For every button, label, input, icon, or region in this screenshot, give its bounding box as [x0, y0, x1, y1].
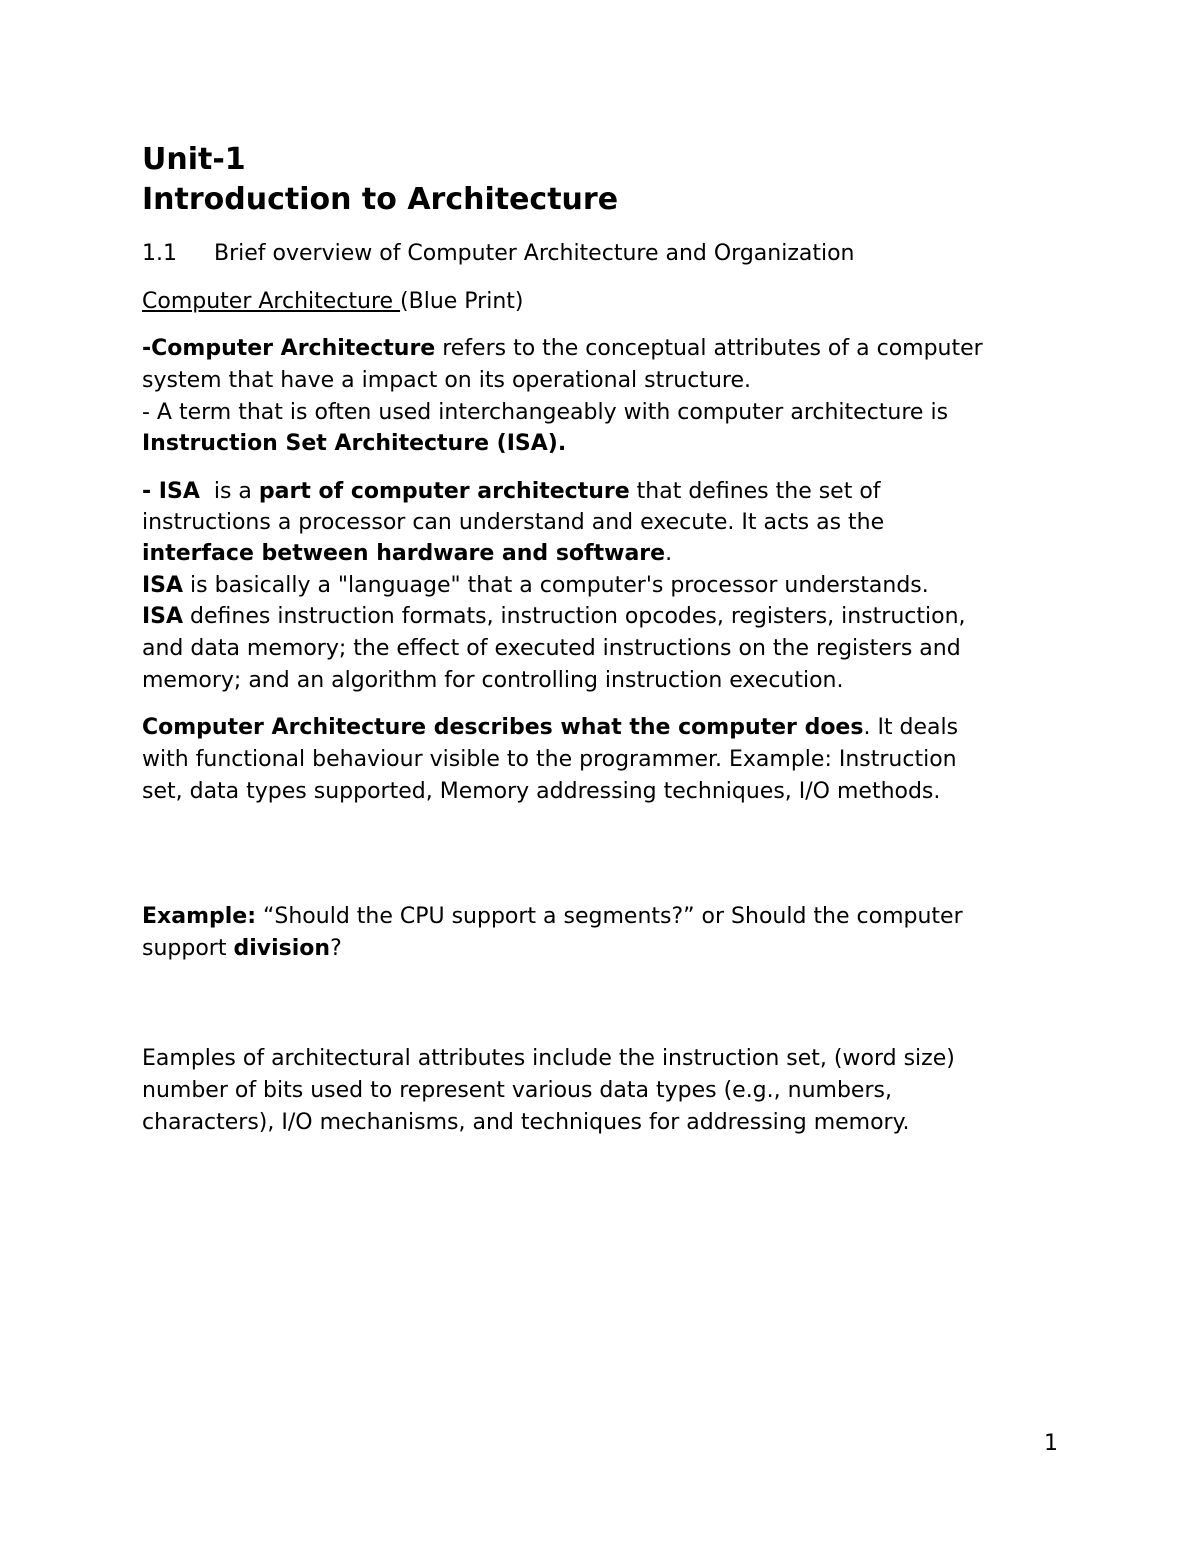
bold-text: Computer Architecture describes what the computer does [142, 715, 864, 740]
bold-text: -Computer Architecture [142, 336, 436, 361]
paragraph-line: - A term that is often used interchangeably with computer architecture is [142, 400, 949, 425]
paragraph-line: system that have a impact on its operational structure. [142, 368, 751, 393]
unit-heading: Unit-1 [142, 142, 246, 177]
bold-text: interface between hardware and software [142, 541, 666, 566]
bold-text: ISA [142, 573, 184, 598]
paragraph-line: and data memory; the effect of executed instructions on the registers and [142, 636, 961, 661]
paragraph-line: memory; and an algorithm for controlling instruction execution. [142, 668, 844, 693]
text: defines instruction formats, instruction opcodes, registers, instruction, [183, 604, 966, 629]
paragraph-line: Eamples of architectural attributes include the instruction set, (word size) [142, 1046, 955, 1071]
paragraph-line: instructions a processor can understand and execute. It acts as the [142, 510, 885, 535]
section-heading [142, 238, 855, 270]
bold-text: - ISA [142, 479, 200, 504]
paragraph-line [142, 901, 963, 933]
paragraph-line [142, 712, 958, 744]
paragraph-line [142, 538, 672, 570]
bold-text: part of computer architecture [258, 479, 630, 504]
text: is basically a "language" that a computer's processor understands. [183, 573, 929, 598]
paragraph-line: with functional behaviour visible to the programmer. Example: Instruction [142, 747, 957, 772]
text: . [665, 541, 673, 566]
paragraph-line: set, data types supported, Memory addressing techniques, I/O methods. [142, 779, 941, 804]
bold-text: ISA [142, 604, 184, 629]
paragraph-line: number of bits used to represent various data types (e.g., numbers, [142, 1078, 892, 1103]
text: . It deals [863, 715, 959, 740]
bold-text: division [233, 936, 331, 961]
text: that defines the set of [629, 479, 881, 504]
text: refers to the conceptual attributes of a computer [435, 336, 983, 361]
text: support [142, 936, 234, 961]
page-title: Introduction to Architecture [142, 182, 619, 217]
bold-text: Example: [142, 904, 256, 929]
paragraph-line [142, 933, 342, 965]
paragraph-line [142, 333, 983, 365]
text: is a [199, 479, 259, 504]
paragraph-line: characters), I/O mechanisms, and techniques for addressing memory. [142, 1110, 910, 1135]
section-title: Brief overview of Computer Architecture and Organization [214, 241, 855, 266]
section-number: 1.1 [142, 241, 177, 266]
subheading-rest: (Blue Print) [400, 289, 524, 314]
text: “Should the CPU support a segments?” or Should the computer [256, 904, 963, 929]
paragraph-line: Instruction Set Architecture (ISA). [142, 431, 567, 456]
paragraph-line [142, 601, 966, 633]
subheading-underlined: Computer Architecture [142, 289, 401, 314]
page-number: 1 [1044, 1431, 1058, 1456]
subheading [142, 286, 524, 318]
text: ? [330, 936, 342, 961]
paragraph-line [142, 476, 881, 508]
paragraph-line [142, 570, 929, 602]
